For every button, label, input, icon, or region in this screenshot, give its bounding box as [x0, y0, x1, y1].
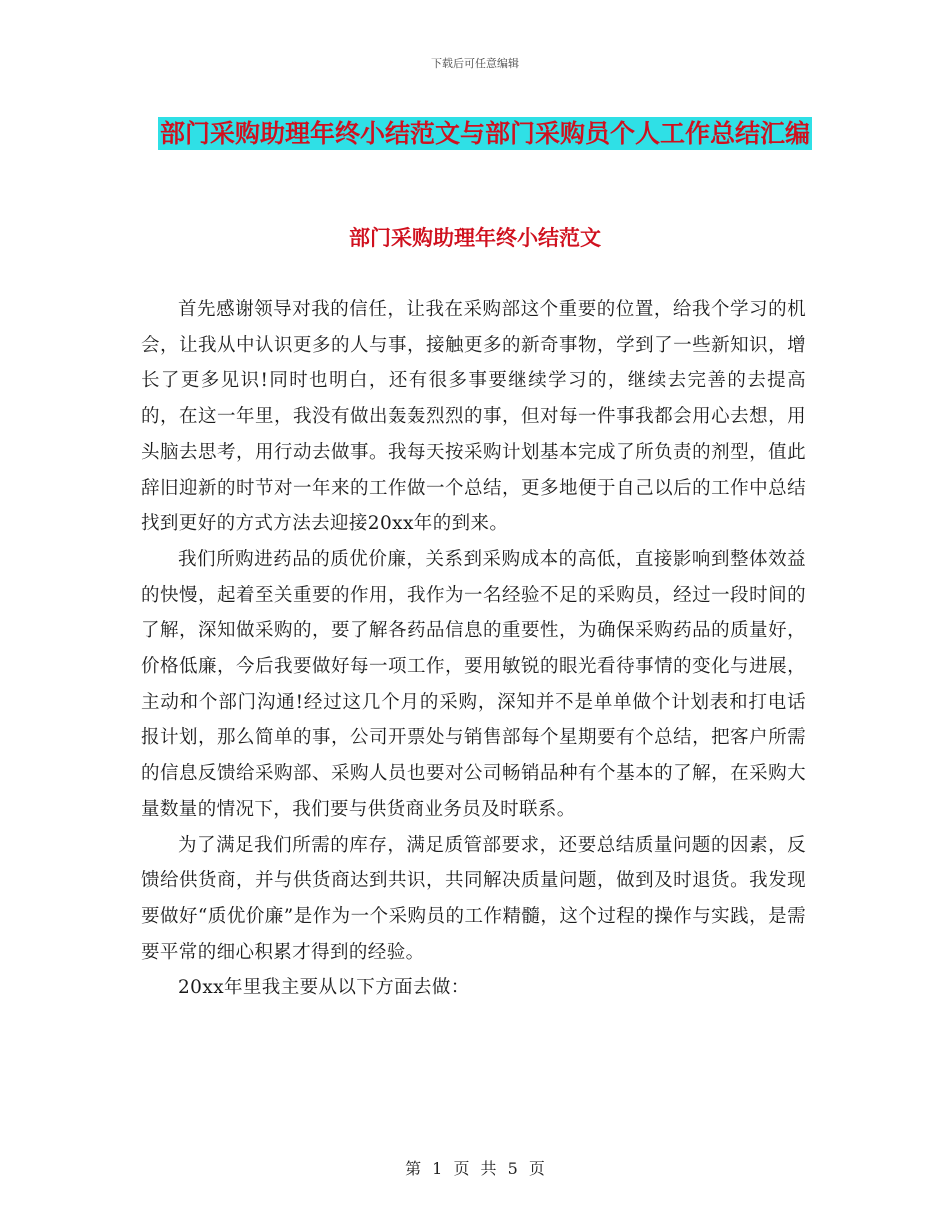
document-title-text: 部门采购助理年终小结范文与部门采购员个人工作总结汇编	[159, 119, 810, 148]
page-footer: 第 1 页 共 5 页	[405, 1159, 545, 1178]
document-title	[140, 112, 830, 156]
paragraph-4: 20xx年里我主要从以下方面去做：	[178, 977, 470, 999]
paragraph-1: 首先感谢领导对我的信任，让我在采购部这个重要的位置，给我个学习的机会，让我从中认识更多的人与事，接触更多的新奇事物，学到了一些新知识，增长了更多见识!同时也明白，还有很多事要继续学习的，继续去完善的去提高的，在这一年里，我没有做出轰轰烈烈的事，但对每一件事我都会用心去想，用头脑去思考，用行动去做事。我每天按采购计划基本完成了所负责的剂型，值此辞旧迎新的时节对一年来的工作做一个总结，更多地便于自己以后的工作中总结找到更好的方式方法去迎接20xx年的到来。	[141, 299, 806, 535]
header-note: 下载后可任意编辑	[431, 57, 519, 70]
paragraph-3: 为了满足我们所需的库存，满足质管部要求，还要总结质量问题的因素，反馈给供货商，并与供货商达到共识，共同解决质量问题，做到及时退货。我发现要做好“质优价廉”是作为一个采购员的工作精髓，这个过程的操作与实践，是需要平常的细心积累才得到的经验。	[141, 834, 806, 963]
section-title: 部门采购助理年终小结范文	[349, 226, 601, 250]
body-text	[141, 292, 806, 1006]
paragraph-2: 我们所购进药品的质优价廉，关系到采购成本的高低，直接影响到整体效益的快慢，起着至关重要的作用，我作为一名经验不足的采购员，经过一段时间的了解，深知做采购的，要了解各药品信息的重要性，为确保采购药品的质量好，价格低廉，今后我要做好每一项工作，要用敏锐的眼光看待事情的变化与进展，主动和个部门沟通!经过这几个月的采购，深知并不是单单做个计划表和打电话报计划，那么简单的事，公司开票处与销售部每个星期要有个总结，把客户所需的信息反馈给采购部、采购人员也要对公司畅销品种有个基本的了解，在采购大量数量的情况下，我们要与供货商业务员及时联系。	[141, 548, 806, 820]
